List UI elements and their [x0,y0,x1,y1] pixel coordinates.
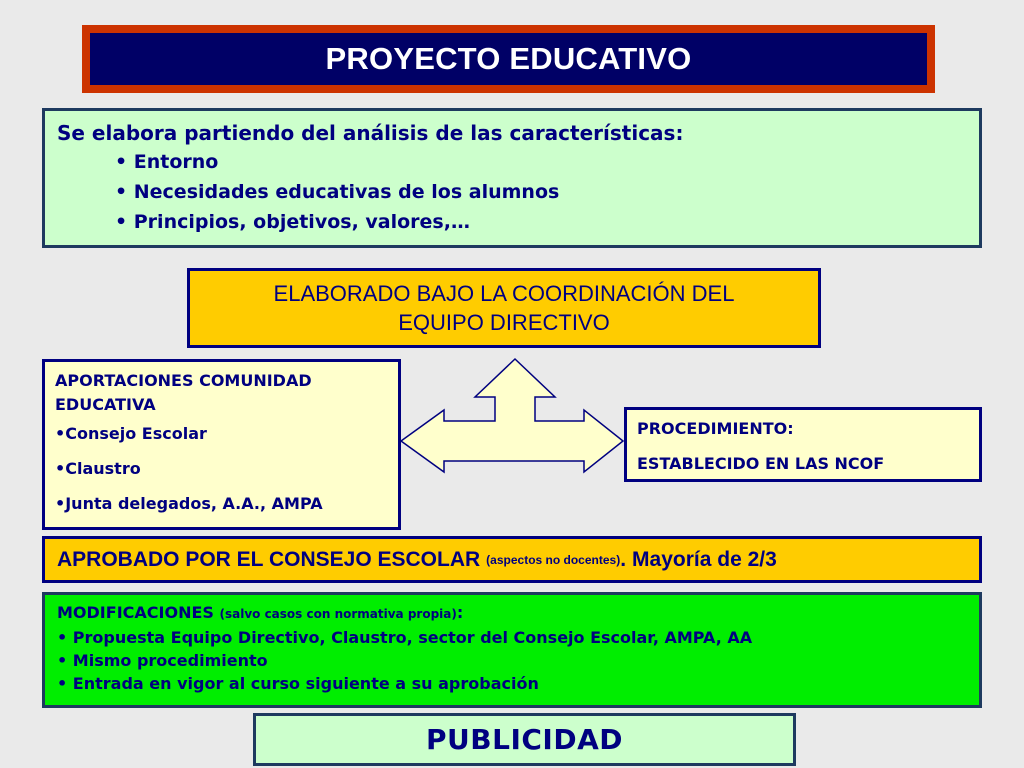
three-way-arrow-icon [398,355,626,477]
modifications-box [42,592,982,708]
modifications-list [57,626,979,695]
contributions-heading-line-1: APORTACIONES COMUNIDAD [55,371,312,390]
modifications-heading-colon: : [456,603,464,622]
modification-item-propuesta: • Propuesta Equipo Directivo, Claustro, sector del Consejo Escolar, AMPA, AA [57,628,753,647]
approval-majority: Mayoría de 2/3 [632,547,777,571]
approval-box [42,536,982,583]
publicity-label: PUBLICIDAD [426,723,623,756]
title-banner [82,25,935,93]
publicity-box [253,713,796,766]
contribution-item-claustro: •Claustro [55,459,141,478]
coordination-line-1: ELABORADO BAJO LA COORDINACIÓN DEL [273,281,735,306]
modification-item-procedimiento: • Mismo procedimiento [57,651,268,670]
approval-separator: . [620,547,627,571]
procedure-box [624,407,982,482]
contributions-heading-line-2: EDUCATIVA [55,395,156,414]
title-banner-fill [90,33,927,85]
modification-item-entrada: • Entrada en vigor al curso siguiente a su aprobación [57,674,539,693]
modifications-heading [57,601,979,626]
analysis-list [57,147,979,237]
contribution-item-consejo: •Consejo Escolar [55,424,207,443]
approval-note: (aspectos no docentes) [486,552,621,567]
page-title: PROYECTO EDUCATIVO [325,41,692,76]
modifications-heading-note: (salvo casos con normativa propia) [219,607,457,621]
modifications-heading-text: MODIFICACIONES [57,603,214,622]
approval-main: APROBADO POR EL CONSEJO ESCOLAR [57,547,481,571]
coordination-line-2: EQUIPO DIRECTIVO [398,310,610,335]
coordination-box [187,268,821,348]
analysis-box [42,108,982,248]
procedure-value: ESTABLECIDO EN LAS NCOF [637,454,885,473]
analysis-item-necesidades: • Necesidades educativas de los alumnos [115,181,560,203]
contribution-item-junta: •Junta delegados, A.A., AMPA [55,494,323,513]
contributions-heading [55,369,388,417]
analysis-item-principios: • Principios, objetivos, valores,… [115,211,470,233]
contributions-box [42,359,401,530]
procedure-label: PROCEDIMIENTO: [637,419,794,438]
analysis-heading: Se elabora partiendo del análisis de las características: [57,121,684,145]
analysis-item-entorno: • Entorno [115,151,219,173]
